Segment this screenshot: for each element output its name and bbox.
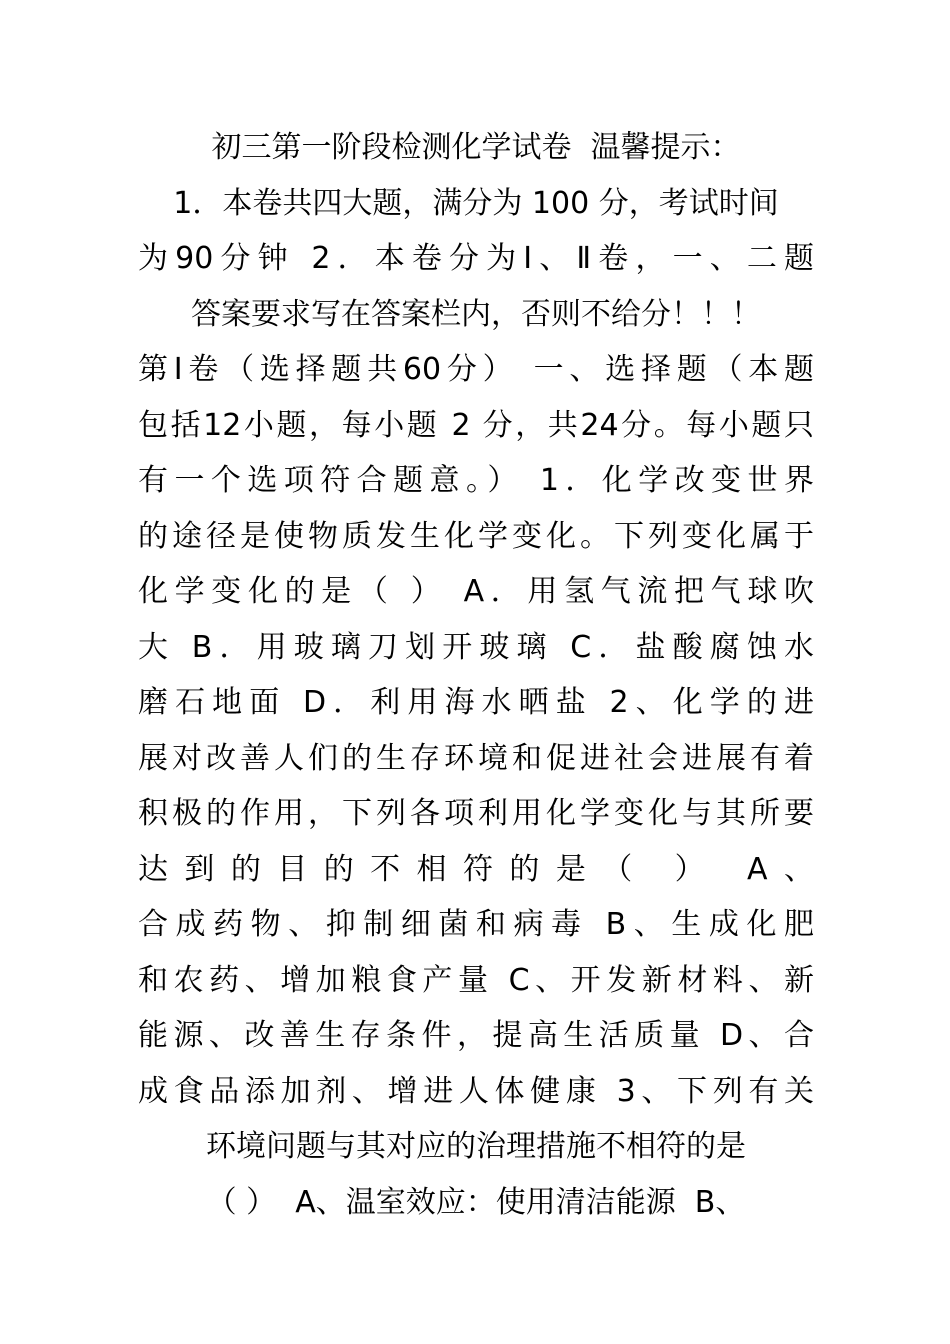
text-line-10: 大 B．用玻璃刀划开玻璃 C．盐酸腐蚀水 [138,629,814,665]
text-line-17: 能源、改善生存条件，提高生活质量 D、合 [138,1018,814,1053]
document-page [138,120,814,1230]
text-line-15: 合成药物、抑制细菌和病毒 B、生成化肥 [138,907,814,942]
text-line-19: 环境问题与其对应的治理措施不相符的是 [206,1129,746,1164]
text-line-20: （ ） A、温室效应：使用清洁能源 B、 [206,1184,746,1220]
text-line-13: 积极的作用，下列各项利用化学变化与其所要 [138,796,814,831]
text-line-6: 包括12小题，每小题 2 分，共24分。每小题只 [138,407,814,443]
text-line-16: 和农药、增加粮食产量 C、开发新材料、新 [138,962,814,998]
text-line-3: 为90分钟 2．本卷分为Ⅰ、Ⅱ卷，一、二题 [138,241,814,276]
text-line-7: 有一个选项符合题意。） 1．化学改变世界 [138,463,814,498]
text-line-11: 磨石地面 D．利用海水晒盐 2、化学的进 [138,685,814,720]
text-line-12: 展对改善人们的生存环境和促进社会进展有着 [138,740,814,776]
text-line-2: 1．本卷共四大题，满分为 100 分，考试时间 [173,185,779,221]
text-line-9: 化学变化的是（ ） A．用氢气流把气球吹 [138,574,814,609]
text-line-8: 的途径是使物质发生化学变化。下列变化属于 [138,518,814,554]
text-line-14: 达到的目的不相符的是（ ） A、 [138,851,814,887]
text-line-18: 成食品添加剂、增进人体健康 3、下列有关 [138,1073,814,1109]
text-line-1: 初三第一阶段检测化学试卷 温馨提示： [211,130,741,165]
text-line-5: 第Ⅰ卷（选择题共60分） 一、选择题（本题 [138,352,814,387]
text-line-4: 答案要求写在答案栏内，否则不给分！！！ [191,296,761,332]
